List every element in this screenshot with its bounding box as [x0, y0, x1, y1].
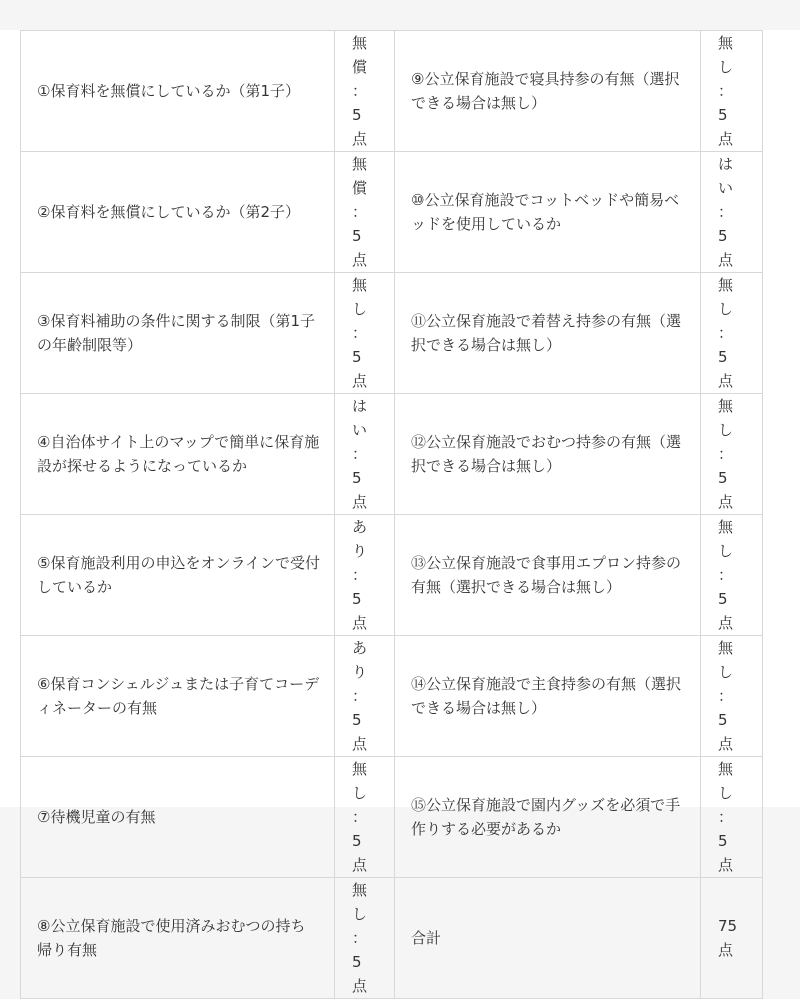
- left-score-text: あり：5点: [352, 518, 368, 632]
- right-item-cell: [395, 31, 701, 152]
- left-item-text: ⑤保育施設利用の申込をオンラインで受付しているか: [37, 554, 320, 596]
- left-score-text: 無償：5点: [352, 34, 368, 148]
- left-item-cell: [21, 636, 335, 757]
- right-score-cell: [701, 757, 763, 878]
- left-score-cell: [335, 273, 395, 394]
- left-item-text: ⑧公立保育施設で使用済みおむつの持ち帰り有無: [37, 917, 306, 959]
- content-panel: [0, 30, 800, 995]
- right-score-text: はい：5点: [718, 155, 734, 269]
- right-item-text: ⑭公立保育施設で主食持参の有無（選択できる場合は無し）: [411, 675, 682, 717]
- right-score-text: 無し：5点: [718, 397, 734, 511]
- left-score-text: 無し：5点: [352, 881, 368, 995]
- left-item-text: ③保育料補助の条件に関する制限（第1子の年齢制限等）: [37, 312, 315, 354]
- left-item-text: ④自治体サイト上のマップで簡単に保育施設が探せるようになっているか: [37, 433, 320, 475]
- left-score-text: はい：5点: [352, 397, 368, 511]
- right-item-cell: [395, 152, 701, 273]
- right-score-cell: [701, 31, 763, 152]
- total-score-cell: [701, 878, 763, 999]
- left-score-cell: [335, 757, 395, 878]
- left-score-cell: [335, 636, 395, 757]
- total-label-cell: [395, 878, 701, 999]
- right-item-cell: [395, 394, 701, 515]
- left-item-cell: [21, 152, 335, 273]
- right-item-cell: [395, 757, 701, 878]
- right-score-cell: [701, 152, 763, 273]
- left-score-text: 無し：5点: [352, 276, 368, 390]
- right-item-text: ⑩公立保育施設でコットベッドや簡易ベッドを使用しているか: [411, 191, 680, 233]
- left-score-text: 無し：5点: [352, 760, 368, 874]
- table-row: [21, 394, 763, 515]
- right-score-cell: [701, 273, 763, 394]
- left-score-cell: [335, 394, 395, 515]
- right-score-cell: [701, 394, 763, 515]
- left-item-text: ②保育料を無償にしているか（第2子）: [37, 203, 300, 221]
- checklist-table: [20, 30, 763, 999]
- table-row: [21, 757, 763, 878]
- right-score-text: 無し：5点: [718, 276, 734, 390]
- table-row: [21, 31, 763, 152]
- right-score-text: 無し：5点: [718, 34, 734, 148]
- left-score-cell: [335, 31, 395, 152]
- left-item-cell: [21, 394, 335, 515]
- left-score-cell: [335, 515, 395, 636]
- total-score: 75 点: [718, 917, 738, 959]
- left-score-cell: [335, 152, 395, 273]
- total-label: 合計: [411, 929, 442, 947]
- left-item-text: ⑥保育コンシェルジュまたは子育てコーディネーターの有無: [37, 675, 320, 717]
- left-item-cell: [21, 757, 335, 878]
- right-item-text: ⑮公立保育施設で園内グッズを必須で手作りする必要があるか: [411, 796, 681, 838]
- left-item-cell: [21, 273, 335, 394]
- left-item-cell: [21, 515, 335, 636]
- table-row: [21, 878, 763, 999]
- table-row: [21, 636, 763, 757]
- right-item-text: ⑫公立保育施設でおむつ持参の有無（選択できる場合は無し）: [411, 433, 682, 475]
- right-item-cell: [395, 273, 701, 394]
- table-row: [21, 515, 763, 636]
- right-score-text: 無し：5点: [718, 518, 734, 632]
- table-row: [21, 152, 763, 273]
- right-item-text: ⑨公立保育施設で寝具持参の有無（選択できる場合は無し）: [411, 70, 680, 112]
- right-item-cell: [395, 515, 701, 636]
- right-score-text: 無し：5点: [718, 639, 734, 753]
- left-score-cell: [335, 878, 395, 999]
- right-score-cell: [701, 636, 763, 757]
- left-item-text: ⑦待機児童の有無: [37, 808, 156, 826]
- table-row: [21, 273, 763, 394]
- right-score-text: 無し：5点: [718, 760, 734, 874]
- left-score-text: 無償：5点: [352, 155, 368, 269]
- right-item-text: ⑪公立保育施設で着替え持参の有無（選択できる場合は無し）: [411, 312, 682, 354]
- left-item-cell: [21, 878, 335, 999]
- left-score-text: あり：5点: [352, 639, 368, 753]
- left-item-cell: [21, 31, 335, 152]
- right-score-cell: [701, 515, 763, 636]
- left-item-text: ①保育料を無償にしているか（第1子）: [37, 82, 300, 100]
- right-item-text: ⑬公立保育施設で食事用エプロン持参の有無（選択できる場合は無し）: [411, 554, 682, 596]
- right-item-cell: [395, 636, 701, 757]
